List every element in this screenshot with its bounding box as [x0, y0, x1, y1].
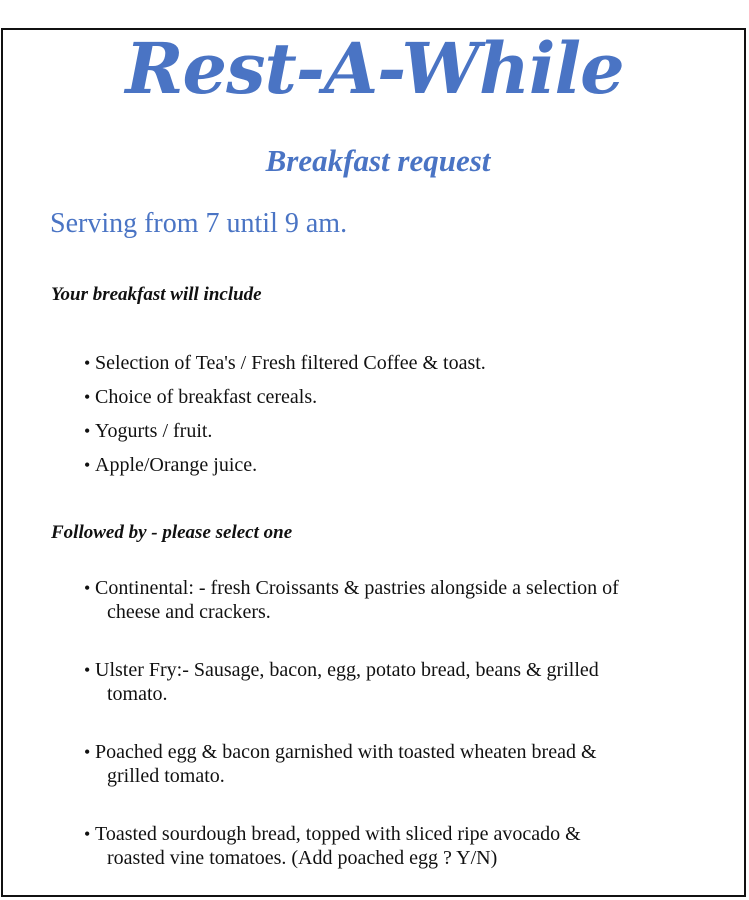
bullet-icon: •	[84, 578, 91, 598]
option-text-line1: Toasted sourdough bread, topped with sliced ripe avocado &	[95, 823, 581, 845]
serving-hours: Serving from 7 until 9 am.	[50, 208, 348, 239]
list-item	[84, 419, 704, 443]
options-heading: Followed by - please select one	[51, 522, 293, 543]
list-item	[84, 740, 704, 788]
list-item	[84, 822, 704, 870]
list-item	[84, 658, 704, 706]
included-item-text: Yogurts / fruit.	[95, 420, 213, 442]
bullet-icon: •	[84, 387, 91, 407]
option-text-line1: Poached egg & bacon garnished with toasted wheaten bread &	[95, 741, 597, 763]
option-text-line2: roasted vine tomatoes. (Add poached egg ? Y/N)	[107, 847, 498, 869]
page-subtitle: Breakfast request	[265, 143, 491, 178]
bullet-icon: •	[84, 455, 91, 475]
bullet-icon: •	[84, 660, 91, 680]
list-item	[84, 385, 704, 409]
bullet-icon: •	[84, 824, 91, 844]
option-text-line1: Continental: - fresh Croissants & pastries alongside a selection of	[95, 577, 619, 599]
list-item	[84, 453, 704, 477]
included-list	[84, 351, 704, 477]
list-item	[84, 576, 704, 624]
bullet-icon: •	[84, 421, 91, 441]
bullet-icon: •	[84, 353, 91, 373]
list-item	[84, 351, 704, 375]
bullet-icon: •	[84, 742, 91, 762]
option-text-line2: tomato.	[107, 683, 168, 705]
brand-title: Rest-A-While	[125, 27, 624, 110]
options-list	[84, 576, 704, 870]
option-text-line2: cheese and crackers.	[107, 601, 271, 623]
included-item-text: Apple/Orange juice.	[95, 454, 258, 476]
option-text-line1: Ulster Fry:- Sausage, bacon, egg, potato bread, beans & grilled	[95, 659, 599, 681]
option-text-line2: grilled tomato.	[107, 765, 225, 787]
included-item-text: Choice of breakfast cereals.	[95, 386, 318, 408]
included-heading: Your breakfast will include	[51, 284, 262, 305]
included-item-text: Selection of Tea's / Fresh filtered Coffee & toast.	[95, 352, 486, 374]
